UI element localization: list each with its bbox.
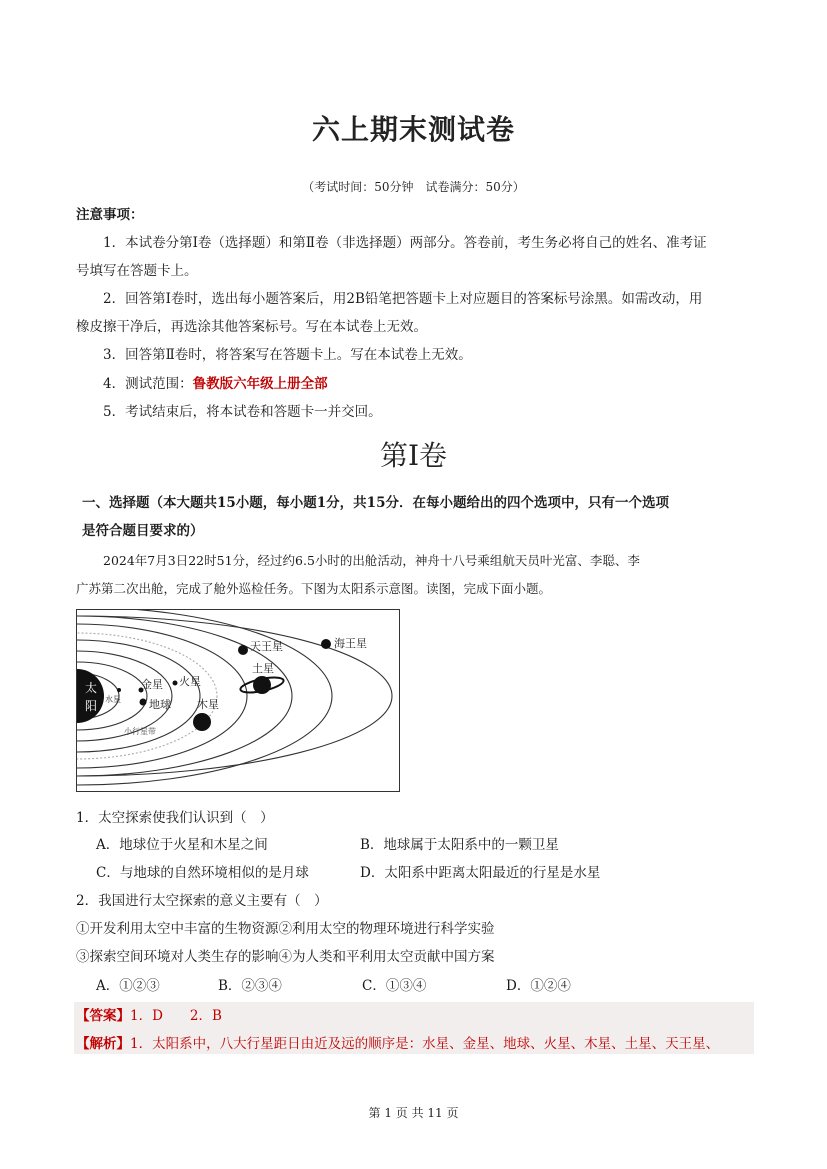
q1-option-b: B．地球属于太阳系中的一颗卫星 xyxy=(360,837,559,853)
q2-option-a: A．①②③ xyxy=(96,978,160,994)
page-title: 六上期末测试卷 xyxy=(311,113,515,146)
solar-system-diagram xyxy=(76,609,400,792)
story-line-1: 2024年7月3日22时51分，经过约6.5小时的出舱活动，神舟十八号乘组航天员叶光富、李聪、李 xyxy=(103,553,640,568)
saturn-planet xyxy=(253,676,271,694)
saturn-label: 土星 xyxy=(252,662,274,675)
notice-scope: 鲁教版六年级上册全部 xyxy=(192,376,328,392)
story-line-2: 广苏第二次出舱，完成了舱外巡检任务。下图为太阳系示意图。读图，完成下面小题。 xyxy=(76,581,552,596)
q2-statements-1: ①开发利用太空中丰富的生物资源②利用太空的物理环境进行科学实验 xyxy=(76,921,495,937)
q2-stem: 2．我国进行太空探索的意义主要有（ ） xyxy=(76,893,328,909)
notice-line-7: 5．考试结束后，将本试卷和答题卡一并交回。 xyxy=(103,404,382,420)
q2-option-d: D．①②④ xyxy=(506,978,571,994)
answer-line xyxy=(76,1004,222,1024)
earth-planet xyxy=(140,699,147,706)
notice-heading: 注意事项： xyxy=(76,207,144,223)
q2-option-b: B．②③④ xyxy=(218,978,282,994)
answer-label: 【答案】 xyxy=(76,1008,130,1024)
section-title: 第Ⅰ卷 xyxy=(379,439,448,472)
q2-option-c: C．①③④ xyxy=(362,978,427,994)
analysis-text: 1．太阳系中，八大行星距日由近及远的顺序是：水星、金星、地球、火星、木星、土星、天王星、 xyxy=(130,1036,720,1052)
uranus-label: 天王星 xyxy=(250,640,283,653)
mars-planet xyxy=(173,681,178,686)
q1-option-d: D．太阳系中距离太阳最近的行星是水星 xyxy=(360,865,601,881)
jupiter-label: 木星 xyxy=(197,698,219,711)
mercury-label: 水星 xyxy=(105,695,121,704)
earth-label: 地球 xyxy=(149,698,171,711)
analysis-label: 【解析】 xyxy=(76,1036,130,1052)
analysis-line xyxy=(76,1032,719,1052)
notice-line-1: 1．本试卷分第Ⅰ卷（选择题）和第Ⅱ卷（非选择题）两部分。答卷前，考生务必将自己的姓名、准考证 xyxy=(103,235,707,251)
uranus-planet xyxy=(238,645,248,655)
notice-line-4: 橡皮擦干净后，再选涂其他答案标号。写在本试卷上无效。 xyxy=(76,319,427,335)
part-heading-line-1: 一、选择题（本大题共15小题，每小题1分，共15分．在每小题给出的四个选项中，只有一个选项 xyxy=(82,495,669,511)
venus-label: 金星 xyxy=(141,678,163,691)
q1-option-a: A．地球位于火星和木星之间 xyxy=(96,837,268,853)
jupiter-planet xyxy=(193,713,211,731)
part-heading-line-2: 是符合题目要求的） xyxy=(82,523,204,539)
exam-info: （考试时间：50分钟 试卷满分：50分） xyxy=(302,180,525,194)
mercury-planet xyxy=(117,688,121,692)
q2-statements-2: ③探索空间环境对人类生存的影响④为人类和平利用太空贡献中国方案 xyxy=(76,949,495,965)
answer-text: 1．D 2．B xyxy=(130,1008,222,1024)
sun-label-2: 阳 xyxy=(85,699,98,713)
notice-line-5: 3．回答第Ⅱ卷时，将答案写在答题卡上。写在本试卷上无效。 xyxy=(103,347,472,363)
sun-label-1: 太 xyxy=(85,681,98,695)
neptune-label: 海王星 xyxy=(334,637,367,650)
notice-line-2: 号填写在答题卡上。 xyxy=(76,263,198,279)
notice-line-3: 2．回答第Ⅰ卷时，选出每小题答案后，用2B铅笔把答题卡上对应题目的答案标号涂黑。如需改动，用 xyxy=(103,291,703,307)
mars-label: 火星 xyxy=(179,675,201,688)
q1-stem: 1．太空探索使我们认识到（ ） xyxy=(76,810,274,826)
notice-scope-prefix: 4．测试范围： xyxy=(103,376,193,392)
q1-option-c: C．与地球的自然环境相似的是月球 xyxy=(96,865,309,881)
notice-line-6 xyxy=(103,374,783,394)
neptune-planet xyxy=(321,639,331,649)
asteroid-belt-label: 小行星带 xyxy=(124,727,156,736)
page-footer: 第 1 页 共 11 页 xyxy=(368,1106,459,1120)
